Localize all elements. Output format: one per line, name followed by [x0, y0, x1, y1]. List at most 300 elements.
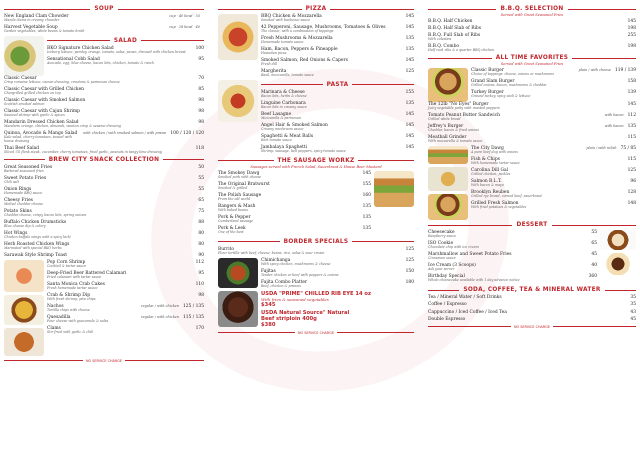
menu-item-price: 170: [195, 325, 204, 331]
menu-item-description: Creamy mushroom sauce: [261, 126, 304, 131]
menu-item-description: Fresh homemade tartar sauce: [47, 285, 98, 290]
menu-item-options: with chicken / with smoked salmon / with prawn: [83, 130, 167, 135]
menu-item-options: regular / with chicken: [141, 314, 179, 319]
section-title: SOUP: [94, 6, 114, 12]
steak-photo: [218, 291, 258, 327]
menu-item-name: Quinoa, Avocado & Mango Salad: [4, 130, 78, 136]
menu-item: [428, 295, 636, 300]
menu-item-description: Grilled chicken, pickles: [471, 172, 511, 177]
menu-item: [4, 87, 204, 96]
menu-item: [428, 124, 636, 133]
menu-item: [4, 176, 204, 185]
section-title: B.B.Q. SELECTION: [500, 6, 564, 12]
menu-item-description: Ask your server: [428, 267, 455, 272]
menu-item: [47, 260, 204, 269]
menu-item-name: Grilled Fresh Salmon: [471, 201, 519, 207]
menu-item-description: Juicy vegetable patty with roasted peppers: [428, 106, 500, 111]
menu-item-description: With fried potatoes & vegetables: [471, 205, 527, 210]
menu-item-price: 135: [405, 100, 414, 106]
fav-list-top: [471, 68, 636, 101]
menu-item: [261, 36, 414, 45]
menu-item-description: Iceberg lettuce, parsley, orange, tomato, salsa, pecan, dressed with chicken breast: [47, 49, 186, 54]
menu-item-description: With coleslaw: [428, 37, 452, 42]
menu-item-description: Basil, mozzarella, tomato sauce: [261, 72, 314, 77]
fav-header: [428, 55, 636, 61]
menu-item-price: 80: [198, 241, 204, 247]
menu-item-name: Salmon B.L.T.: [471, 179, 502, 185]
border-header: [218, 239, 414, 245]
menu-item-description: Choice of toppings: cheese, onions or mushrooms: [471, 72, 555, 77]
menu-item: [4, 242, 204, 251]
menu-item: [261, 69, 414, 78]
menu-item-name: Great Seasoned Fries: [4, 164, 53, 170]
menu-item-description: Whole cheesecake available with 1 day advance notice: [428, 278, 520, 283]
menu-item-price: 150: [405, 268, 414, 274]
menu-item: [471, 179, 636, 188]
bbq-note: Served with Great Seasoned Fries: [500, 13, 564, 17]
menu-item-name: Ice Cream (3 Scoops): [428, 263, 476, 269]
menu-item-name: B.B.Q. Full Slab of Ribs: [428, 33, 481, 39]
menu-item: [4, 187, 204, 196]
menu-item-price: 70: [198, 75, 204, 81]
menu-item-price: 145: [627, 19, 636, 24]
menu-item: [218, 182, 371, 191]
menu-item-price: 98: [198, 97, 204, 103]
menu-item-price: 100: [195, 45, 204, 51]
section-title: DESSERT: [516, 222, 548, 229]
menu-item-price: 128: [627, 190, 636, 196]
menu-item-name: Santa Monica Crab Cakes: [47, 281, 105, 287]
menu-item-price: 135: [362, 214, 371, 220]
menu-item: [4, 120, 204, 129]
sausage-photo: [374, 171, 414, 207]
menu-item-description: Battered seasoned fries: [4, 168, 44, 173]
menu-item: [218, 204, 371, 213]
menu-item-options: plain / with relish: [586, 146, 617, 151]
menu-item: [261, 101, 414, 110]
menu-item-description: Scottish smoked salmon: [4, 101, 45, 106]
menu-item-description: Cinnamon sauce: [428, 256, 456, 261]
menu-item-price: 158: [627, 79, 636, 85]
menu-item: [47, 315, 204, 324]
bbq-list: [428, 19, 636, 53]
menu-item-price: 88: [198, 219, 204, 225]
fish-photo: [428, 167, 468, 191]
menu-item-price: 98: [198, 108, 204, 114]
menu-item-price: 145: [405, 111, 414, 117]
menu-item: [471, 79, 636, 88]
menu-item: [261, 123, 414, 132]
menu-item-description: Cheddar, bacon & fried onions: [428, 128, 480, 133]
menu-item-options: cup · 40 bowl · 55: [169, 14, 200, 18]
menu-item: [471, 168, 636, 177]
menu-item-description: Raspberry sauce: [428, 234, 457, 239]
usda-natural-sub: Beef striploin 400g: [261, 315, 317, 322]
usda-prime-price: $345: [261, 301, 276, 308]
menu-item-price: 255: [627, 33, 636, 39]
menu-item: [47, 271, 204, 280]
menu-item-price: 40: [591, 263, 597, 269]
menu-item-name: Harvest Vegetable Soup: [4, 24, 58, 30]
menu-item: [261, 47, 414, 56]
menu-item-description: Blue cheese dip & celery: [4, 223, 46, 228]
menu-item-price: 180: [405, 279, 414, 285]
hotdog-photo: [428, 146, 468, 164]
menu-item-price: 115: [627, 135, 636, 141]
menu-item-price: 135: [627, 124, 636, 130]
menu-item: [4, 146, 204, 155]
drinks-header: [428, 287, 636, 293]
menu-item: [218, 215, 371, 224]
menu-item-price: 135: [362, 225, 371, 231]
menu-item-name: Spaghetti & Meat Balls: [261, 133, 314, 139]
menu-item-name: Classic Caesar: [4, 75, 37, 81]
menu-item-description: Beef, chicken & prawns: [261, 283, 301, 288]
salad-list: [4, 76, 204, 155]
menu-item: [47, 304, 204, 313]
menu-item-options: plain / with cheese: [578, 68, 611, 73]
usda-prime-sub: With fries & seasoned vegetables: [261, 296, 329, 302]
menu-item: [4, 253, 204, 258]
menu-item: [428, 26, 636, 31]
menu-item-price: 125: [405, 246, 414, 252]
menu-item-price: 55: [198, 186, 204, 192]
section-title: BORDER SPECIALS: [283, 238, 349, 245]
menu-item-price: 135: [405, 46, 414, 52]
fav-list-middle: [428, 102, 636, 144]
menu-item-description: With homemade tartar sauce: [471, 161, 520, 166]
menu-item-name: ISO Cookie: [428, 241, 454, 247]
menu-item-description: With bacon & mayo: [471, 183, 504, 188]
menu-item-name: Onion Rings: [4, 186, 32, 192]
menu-item: [47, 326, 204, 335]
usda-natural-price: $380: [261, 321, 276, 328]
menu-item-description: The classic, with a combination of toppings: [261, 28, 334, 33]
menu-item-name: Herb Roasted Chicken Wings: [4, 241, 70, 247]
pasta-list: [261, 90, 414, 154]
column-left: [4, 4, 204, 363]
snack-list: [4, 165, 204, 258]
menu-item-description: Sliced US flank steak, cucumber, cherry tomatoes, fried garlic, peanuts in tangy lime dressing: [4, 149, 162, 154]
menu-item-name: Buffalo Chicken Drumsticks: [4, 219, 67, 225]
menu-item-description: Bacon bits, herbs & cheese: [261, 93, 307, 98]
menu-item: [428, 33, 636, 42]
menu-item-price: 145: [405, 24, 414, 30]
menu-item-price: 145: [405, 144, 414, 150]
menu-item-description: Homemade BBQ sauce: [4, 190, 43, 195]
menu-item-price: 65: [591, 241, 597, 247]
menu-item-description: Cumberland sausage: [218, 218, 254, 223]
menu-item-description: Half rack ribs & a quarter BBQ chicken: [428, 48, 495, 53]
menu-item-name: Mandarin Dressed Chicken Salad: [4, 119, 79, 125]
menu-item: [471, 190, 636, 199]
menu-item: [218, 247, 414, 256]
menu-item-price: 139: [627, 90, 636, 96]
menu-item: [47, 282, 204, 291]
menu-item-name: Smoked Salmon, Red Onions & Capers: [261, 57, 348, 63]
menu-item-price: 65: [198, 197, 204, 203]
menu-item-name: Jambalaya Spaghetti: [261, 144, 308, 150]
menu-item-description: Chili salt: [4, 179, 19, 184]
burger-photo: [428, 68, 468, 102]
menu-item-name: Sarawak Style Shrimp Toast: [4, 252, 67, 258]
menu-item-description: Manila clams in creamy chowder: [4, 18, 60, 22]
menu-item: [261, 58, 414, 67]
menu-item-description: With baked beans: [218, 207, 248, 212]
section-title: THE SAUSAGE WORKZ: [277, 157, 355, 164]
menu-item-price: 112: [627, 113, 636, 119]
menu-item-description: Fried calamari with tartar sauce: [47, 274, 102, 279]
menu-item-name: B.B.Q. Half Slab of Ribs: [428, 26, 481, 32]
menu-item-price: 35: [630, 302, 636, 308]
menu-item-description: Flour tortilla with beef, cheese, beans, rice, salsa & sour cream: [218, 250, 325, 255]
dessert-list: [428, 230, 597, 285]
menu-item-name: Grand Slam Burger: [471, 79, 515, 85]
menu-item-description: Sauteed shrimp with garlic & spices: [4, 112, 65, 117]
sausage-block: [218, 171, 414, 237]
menu-item-name: Fish & Chips: [471, 157, 500, 163]
border-block: [218, 258, 414, 328]
salad-list-top: [47, 46, 204, 66]
menu-item-name: Birthday Special: [428, 274, 465, 280]
pasta-photo: [218, 80, 258, 122]
menu-item: [261, 134, 414, 143]
menu-item-description: A pure beef dog with onions: [471, 150, 519, 155]
menu-item-name: Fajitas: [261, 268, 276, 274]
menu-item-name: Bangers & Mash: [218, 203, 256, 209]
menu-item-name: Fajita Combo Platter: [261, 279, 308, 285]
menu-item: [428, 317, 636, 322]
menu-item-name: Hot Wings: [4, 230, 28, 236]
menu-item-description: Tender chicken or beef with peppers & onions: [261, 272, 339, 277]
menu-item-description: Stir fried with garlic & chili: [47, 329, 94, 334]
menu-item-description: With fresh shrimp, pita chips: [47, 296, 96, 301]
menu-item: [471, 157, 636, 166]
menu-item: [47, 293, 204, 302]
sandwich-photo: [428, 194, 468, 220]
menu-item-name: Beef Lasagne: [261, 111, 292, 117]
cheesecake-photo: [600, 230, 636, 250]
no-service-charge-note: NO SERVICE CHARGE: [218, 331, 414, 335]
menu-item-description: Bacon bits in creamy sauce: [261, 104, 307, 109]
menu-item-description: With mozzarella & tomato sauce: [428, 139, 483, 144]
menu-item-price: 55: [591, 230, 597, 236]
section-title: BREW CITY SNACK COLLECTION: [48, 156, 160, 163]
menu-item-name: Clams: [47, 325, 61, 331]
dessert-block: [428, 230, 636, 285]
section-title: PASTA: [326, 81, 349, 88]
ice-cream-photo: [600, 253, 636, 275]
menu-item-description: Cocktail & tartar sauce: [47, 263, 87, 268]
menu-item-name: Pork & Pepper: [218, 214, 251, 220]
menu-item-description: Shrimp, sausage, bell peppers, spicy tomato sauce: [261, 148, 346, 153]
menu-item-price: 98: [198, 292, 204, 298]
menu-item-description: Marinated with special BKO herbs: [4, 245, 62, 250]
menu-item-price: 145: [362, 170, 371, 176]
snack-pic-block: [4, 260, 204, 356]
menu-item-name: The Original Bratwurst: [218, 181, 270, 187]
menu-item: [4, 165, 204, 174]
usda-natural-block: [261, 310, 414, 328]
menu-item: [428, 274, 597, 283]
bbq-header: [428, 6, 636, 12]
menu-item: [428, 113, 636, 122]
menu-item-description: Homemade tomato sauce: [261, 39, 304, 44]
menu-item-description: Tortilla chips with cheese: [47, 307, 90, 312]
menu-item-description: Mozzarella & parmesan: [261, 115, 301, 120]
menu-item: [261, 280, 414, 289]
menu-item-price: 45: [591, 252, 597, 258]
menu-item: [261, 14, 414, 23]
menu-item-name: Linguine Carbonara: [261, 100, 306, 106]
menu-item-price: 145: [405, 122, 414, 128]
salad-header: [47, 38, 204, 44]
menu-item-price: 135: [405, 35, 414, 41]
menu-item-price: 125: [405, 257, 414, 263]
fav-block-c: [428, 146, 636, 220]
menu-item-name: B.B.Q. Half Chicken: [428, 19, 473, 24]
menu-item: [261, 269, 414, 278]
menu-item-price: 198: [627, 26, 636, 32]
menu-item: [428, 44, 636, 53]
column-right: [428, 4, 636, 329]
menu-item-name: Classic Caesar with Cajun Shrimp: [4, 108, 80, 114]
menu-item-description: Smoked with barbecue sauce: [261, 18, 311, 22]
menu-item-name: Marinara & Cheese: [261, 89, 305, 95]
menu-item: [4, 220, 204, 229]
menu-item: [4, 131, 204, 144]
menu-item-name: Chimichanga: [261, 257, 291, 263]
menu-item-name: The Smokey Dawg: [218, 170, 260, 176]
border-list-top: [218, 247, 414, 256]
soup-list: [4, 14, 204, 34]
menu-item: [428, 263, 597, 272]
menu-item-description: With spicy chicken, mushrooms & cheese: [261, 261, 331, 266]
quesadilla-photo: [4, 328, 44, 356]
menu-item-price: 95: [198, 56, 204, 62]
salad-block: [4, 36, 204, 76]
menu-item: [471, 201, 636, 210]
usda-natural-title: USDA Natural Source" Natural: [261, 309, 350, 316]
menu-item-price: 75 / 85: [620, 146, 636, 152]
menu-item-price: 98: [198, 119, 204, 125]
dessert-header: [428, 222, 636, 228]
border-list: [261, 258, 414, 289]
menu-item-name: Burrito: [218, 246, 235, 252]
menu-item-price: 112: [195, 259, 204, 265]
menu-item-options: regular / with chicken: [141, 303, 179, 308]
menu-item-price: 125 / 135: [182, 303, 204, 309]
fav-list-bottom: [471, 146, 636, 212]
menu-item-name: Tea / Mineral Water / Soft Drinks: [428, 295, 502, 301]
menu-item: [47, 57, 204, 66]
menu-item-options: cup · 28 bowl · 40: [169, 24, 200, 29]
menu-item-name: Cheesecake: [428, 230, 455, 236]
menu-item-price: 145: [405, 57, 414, 63]
menu-item-price: 145: [405, 14, 414, 19]
menu-item-price: 119 / 139: [614, 68, 636, 74]
sausage-header: [218, 158, 414, 164]
menu-item-price: 85: [198, 86, 204, 92]
menu-item-price: 118: [195, 145, 204, 151]
menu-item: [428, 135, 636, 144]
menu-item-name: Classic Caesar with Grilled Chicken: [4, 86, 84, 92]
menu-item-price: 160: [362, 192, 371, 198]
menu-item-name: Angel Hair & Smoked Salmon: [261, 122, 328, 128]
menu-item-price: 50: [198, 164, 204, 170]
menu-item-price: 35: [630, 295, 636, 301]
menu-item-name: Tomato Peanut Butter Sandwich: [428, 113, 500, 119]
pizza-photo: [218, 14, 258, 60]
usda-prime-title: USDA "PRIME" CHILLED RIB EYE 14 oz: [261, 290, 372, 297]
snack-header: [4, 157, 204, 163]
menu-item: [261, 145, 414, 154]
menu-item: [4, 14, 204, 23]
menu-item-name: Potato Skins: [4, 208, 32, 214]
section-title: SODA, COFFEE, TEA & MINERAL WATER: [463, 287, 601, 294]
sausage-list: [218, 171, 371, 237]
menu-item-name: Carolina Dill Gal: [471, 168, 509, 174]
section-title: SALAD: [113, 37, 138, 44]
menu-item-name: Classic Caesar with Smoked Salmon: [4, 97, 86, 103]
menu-item-price: 155: [405, 89, 414, 95]
menu-item-description: Cheddar cheese, crispy bacon bits, spring onions: [4, 212, 87, 217]
menu-item-price: 95: [198, 270, 204, 276]
menu-item-name: Pop Corn Shrimp: [47, 259, 86, 265]
fav-note: Served with Great Seasoned Fries: [500, 62, 564, 67]
menu-item-price: 198: [627, 44, 636, 50]
menu-item-name: Crab & Shrimp Dip: [47, 292, 91, 298]
menu-item: [218, 226, 371, 235]
menu-item-price: 96: [630, 179, 636, 185]
menu-item: [428, 241, 597, 250]
menu-item-options: with bacon: [604, 113, 624, 118]
menu-item: [4, 98, 204, 107]
menu-item-name: Ham, Bacon, Peppers & Pineapple: [261, 46, 338, 52]
menu-item-name: Coffee / Espresso: [428, 302, 467, 308]
menu-item: [4, 109, 204, 118]
menu-item-description: Mandarin orange, chicken, almonds, wonton crisp & sesame dressing: [4, 123, 121, 128]
menu-item-name: Quesadilla: [47, 314, 71, 320]
menu-item: [428, 19, 636, 24]
menu-item-description: Chocolate chip with ice cream: [428, 245, 479, 250]
pizza-block: [218, 14, 414, 80]
menu-item-name: BBQ Chicken & Mozzarella: [261, 14, 322, 19]
menu-item-price: 110: [195, 281, 204, 287]
menu-item-name: Jeffrey's Burger: [428, 124, 464, 130]
menu-item-description: Garden vegetables, white beans & tomato broth: [4, 28, 85, 33]
menu-item: [428, 230, 597, 239]
no-service-charge-note: NO SERVICE CHARGE: [4, 359, 204, 363]
menu-item-description: Ground turkey, spicy aioli & lettuce: [471, 94, 531, 99]
menu-item-name: Sensational Cobb Salad: [47, 56, 100, 62]
menu-item: [471, 90, 636, 99]
menu-item-price: 100 / 120 / 120: [170, 130, 204, 136]
menu-item-price: 45: [630, 316, 636, 322]
menu-item: [4, 25, 204, 34]
pasta-header: [261, 82, 414, 88]
menu-item-name: BKO Signature Chicken Salad: [47, 45, 114, 51]
menu-item-name: Cheesy Fries: [4, 197, 33, 203]
menu-item-name: New England Clam Chowder: [4, 14, 69, 19]
menu-item-price: 145: [405, 133, 414, 139]
shrimp-photo: [4, 260, 44, 292]
menu-item-price: 75: [198, 208, 204, 214]
usda-prime-block: [261, 291, 414, 308]
menu-item-description: Rich tomato sauce: [261, 137, 292, 142]
menu-item-name: The 12lb "No Eyes" Burger: [428, 102, 489, 108]
menu-item-description: Hawaiian pizza: [261, 50, 287, 55]
